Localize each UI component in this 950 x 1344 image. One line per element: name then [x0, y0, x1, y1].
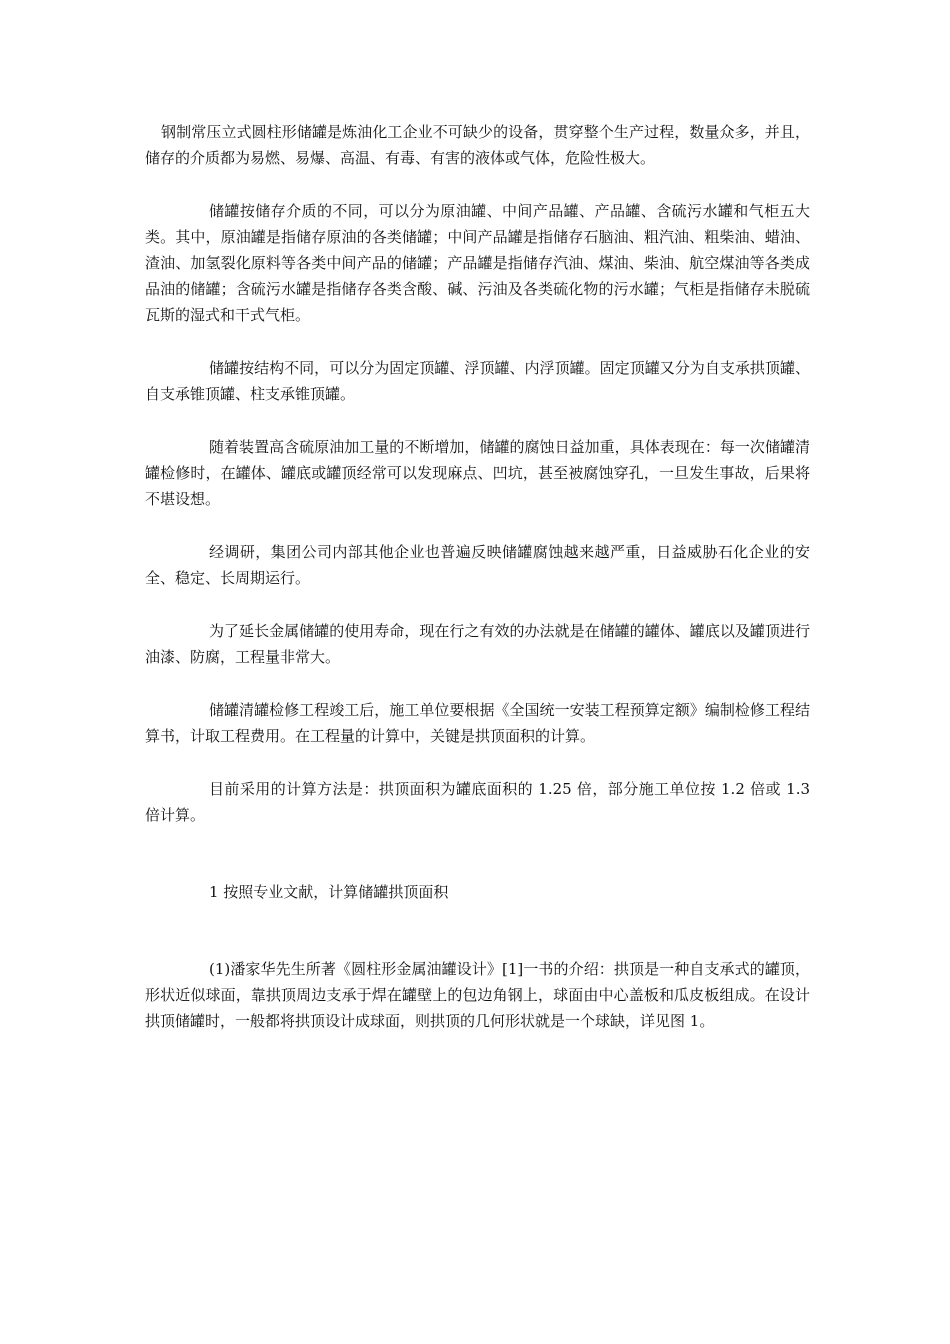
paragraph-classification-by-structure: 储罐按结构不同，可以分为固定顶罐、浮顶罐、内浮顶罐。固定顶罐又分为自支承拱顶罐、自支承锥顶罐、柱支承锥顶罐。: [145, 359, 810, 403]
paragraph-survey: 经调研，集团公司内部其他企业也普遍反映储罐腐蚀越来越严重，日益威胁石化企业的安全、稳定、长周期运行。: [145, 543, 810, 587]
paragraph-anticorrosion: 为了延长金属储罐的使用寿命，现在行之有效的办法就是在储罐的罐体、罐底以及罐顶进行油漆、防腐，工程量非常大。: [145, 622, 810, 666]
paragraph-reference-design: (1)潘家华先生所著《圆柱形金属油罐设计》[1]一书的介绍：拱顶是一种自支承式的罐顶，形状近似球面，靠拱顶周边支承于焊在罐壁上的包边角钢上，球面由中心盖板和瓜皮板组成。在设计拱顶储罐时，一般都将拱顶设计成球面，则拱顶的几何形状就是一个球缺，详见图 1。: [145, 960, 810, 1030]
paragraph-settlement: 储罐清罐检修工程竣工后，施工单位要根据《全国统一安装工程预算定额》编制检修工程结算书，计取工程费用。在工程量的计算中，关键是拱顶面积的计算。: [145, 701, 810, 745]
paragraph-intro: 钢制常压立式圆柱形储罐是炼油化工企业不可缺少的设备，贯穿整个生产过程，数量众多，并且，储存的介质都为易燃、易爆、高温、有毒、有害的液体或气体，危险性极大。: [145, 123, 810, 167]
paragraph-corrosion: 随着装置高含硫原油加工量的不断增加，储罐的腐蚀日益加重，具体表现在：每一次储罐清罐检修时，在罐体、罐底或罐顶经常可以发现麻点、凹坑，甚至被腐蚀穿孔，一旦发生事故，后果将不堪设想。: [145, 438, 810, 508]
section-heading: 1 按照专业文献，计算储罐拱顶面积: [209, 883, 449, 901]
paragraph-current-method: 目前采用的计算方法是：拱顶面积为罐底面积的 1.25 倍，部分施工单位按 1.2 倍或 1.3 倍计算。: [145, 780, 810, 824]
paragraph-classification-by-medium: 储罐按储存介质的不同，可以分为原油罐、中间产品罐、产品罐、含硫污水罐和气柜五大类。其中，原油罐是指储存原油的各类储罐；中间产品罐是指储存石脑油、粗汽油、粗柴油、蜡油、渣油、加氢裂化原料等各类中间产品的储罐；产品罐是指储存汽油、煤油、柴油、航空煤油等各类成品油的储罐；含硫污水罐是指储存各类含酸、碱、污油及各类硫化物的污水罐；气柜是指储存未脱硫瓦斯的湿式和干式气柜。: [145, 202, 810, 324]
